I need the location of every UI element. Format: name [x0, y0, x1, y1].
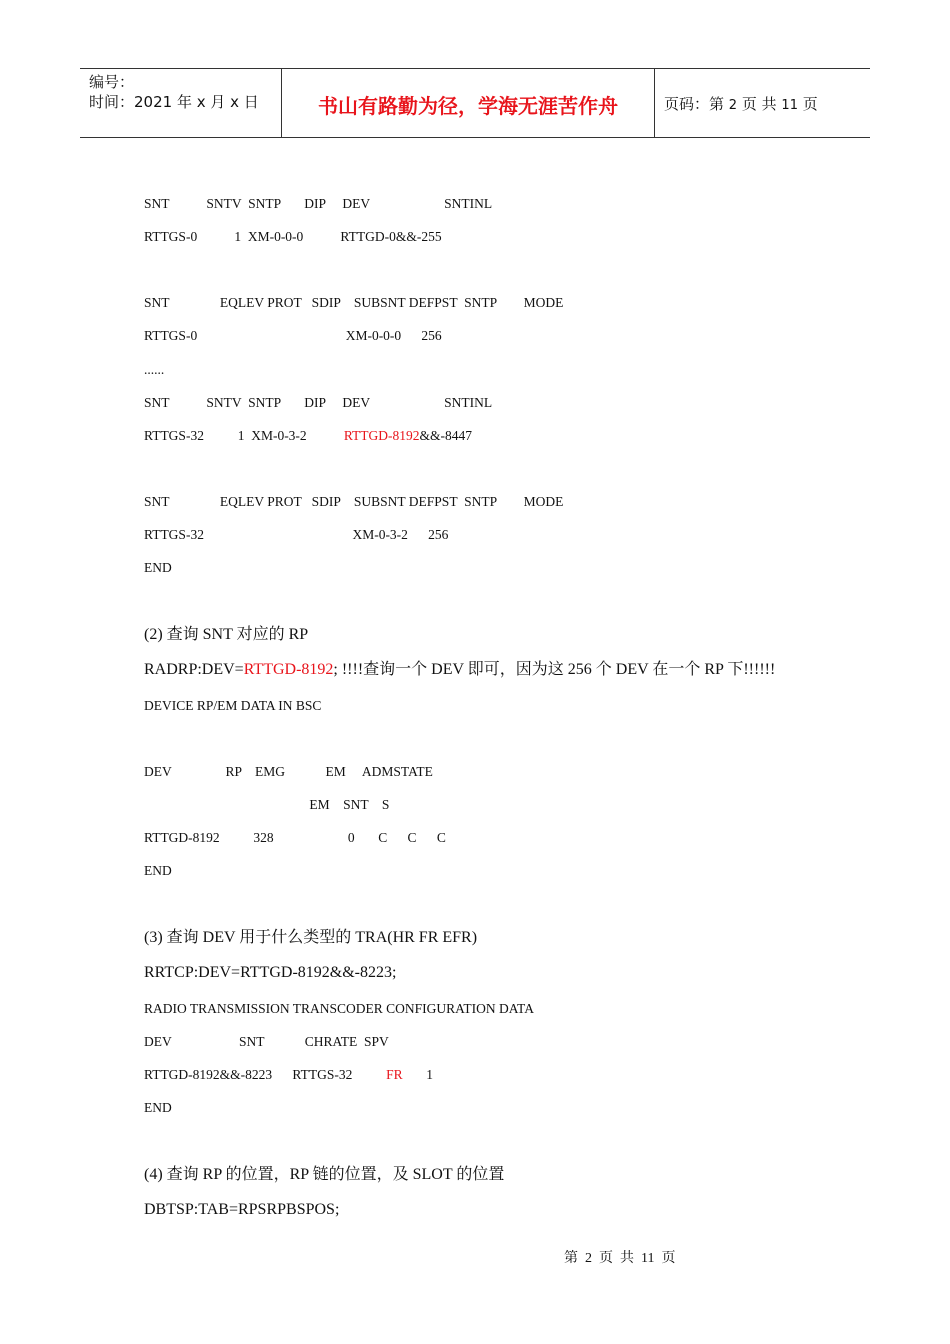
row-text: &&-8447 — [419, 428, 472, 443]
output-header-line: DEV RP EMG EM ADMSTATE — [144, 764, 433, 779]
header-motto: 书山有路勤为径，学海无涯苦作舟 — [318, 94, 618, 118]
output-row: RTTGS-0 1 XM-0-0-0 RTTGD-0&&-255 — [144, 229, 442, 244]
output-header-line: DEV SNT CHRATE SPV — [144, 1034, 389, 1049]
section-title: (4) 查询 RP 的位置，RP 链的位置，及 SLOT 的位置 — [144, 1166, 505, 1183]
row-text: RTTGD-8192&&-8223 RTTGS-32 — [144, 1067, 387, 1082]
end-marker: END — [144, 560, 172, 575]
output-header-line: SNT SNTV SNTP DIP DEV SNTINL — [144, 196, 493, 211]
row-text: RTTGS-32 1 XM-0-3-2 — [144, 428, 344, 443]
page-current: 2 — [728, 98, 738, 113]
header-meta-cell — [80, 69, 280, 137]
end-marker: END — [144, 1100, 172, 1115]
end-marker: END — [144, 863, 172, 878]
output-header-line: EM SNT S — [144, 797, 390, 812]
output-header-line: SNT EQLEV PROT SDIP SUBSNT DEFPST SNTP MODE — [144, 295, 564, 310]
output-header-line: SNT EQLEV PROT SDIP SUBSNT DEFPST SNTP MODE — [144, 494, 564, 509]
command-line: RRTCP:DEV=RTTGD-8192&&-8223; — [144, 964, 397, 981]
command-line — [144, 661, 775, 679]
output-header-line: SNT SNTV SNTP DIP DEV SNTINL — [144, 395, 493, 410]
output-row — [144, 427, 472, 445]
output-heading: DEVICE RP/EM DATA IN BSC — [144, 698, 322, 713]
command-text: RADRP:DEV= — [144, 661, 244, 678]
output-row: RTTGD-8192 328 0 C C C — [144, 830, 446, 845]
page-footer: 第 2 页 共 11 页 — [564, 1251, 676, 1266]
ellipsis-line: ...... — [144, 362, 165, 377]
command-note: ; !!!!查询一个 DEV 即可，因为这 256 个 DEV 在一个 RP 下!!!!!! — [333, 661, 776, 678]
document-number-label: 编号： — [89, 73, 135, 91]
page-mid: 页 共 — [741, 95, 777, 113]
header-page-number — [664, 93, 818, 114]
page-prefix: 页码：第 — [664, 95, 725, 113]
output-heading: RADIO TRANSMISSION TRANSCODER CONFIGURATION DATA — [144, 1001, 534, 1016]
header-page-cell — [654, 69, 870, 137]
output-row: RTTGS-0 XM-0-0-0 256 — [144, 328, 442, 343]
document-time-label: 时间：2021 年 x 月 x 日 — [89, 93, 259, 111]
section-title: (2) 查询 SNT 对应的 RP — [144, 626, 309, 643]
page-header — [80, 68, 870, 138]
row-text: 1 — [402, 1067, 434, 1082]
output-row — [144, 1066, 433, 1084]
page-total: 11 — [781, 98, 798, 113]
output-row: RTTGS-32 XM-0-3-2 256 — [144, 527, 449, 542]
command-line: DBTSP:TAB=RPSRPBSPOS; — [144, 1201, 340, 1218]
highlighted-chrate: FR — [386, 1067, 403, 1082]
page-suffix: 页 — [802, 95, 818, 113]
highlighted-device: RTTGD-8192 — [243, 661, 334, 678]
section-title: (3) 查询 DEV 用于什么类型的 TRA(HR FR EFR) — [144, 929, 478, 946]
highlighted-device: RTTGD-8192 — [343, 428, 420, 443]
header-motto-cell — [281, 69, 655, 137]
